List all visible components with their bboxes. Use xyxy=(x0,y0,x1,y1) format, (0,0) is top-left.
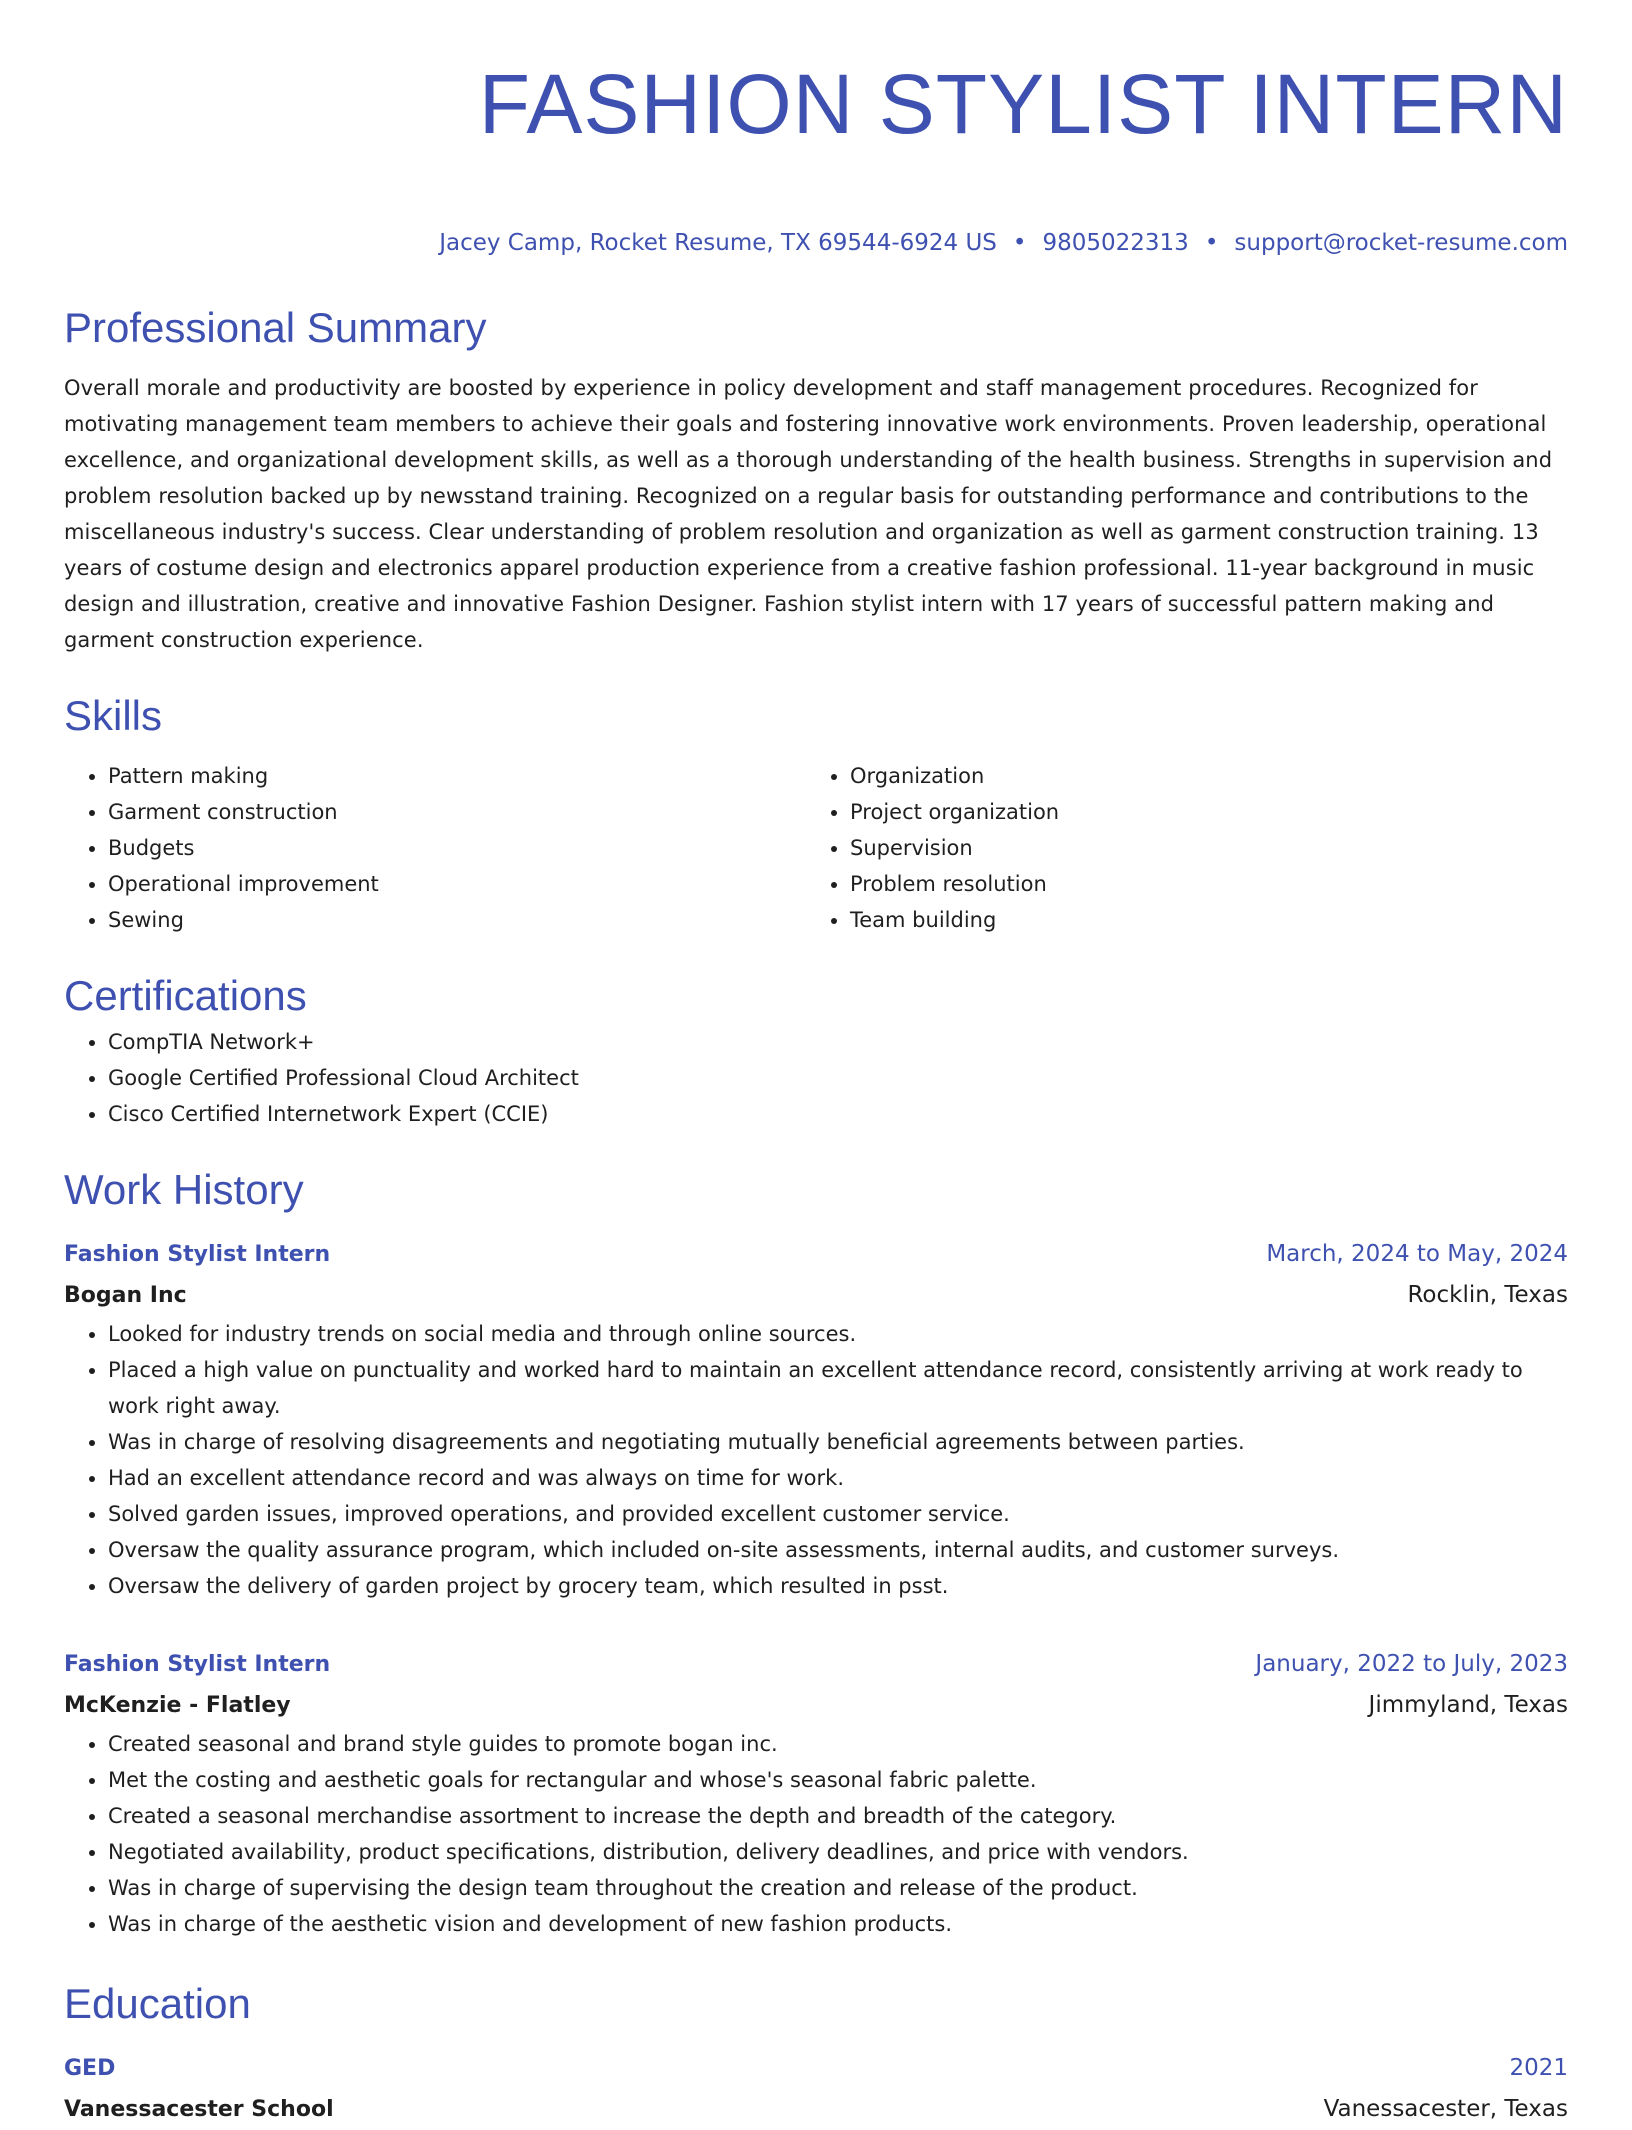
job-bullet: • Placed a high value on punctuality and worked hard to maintain an excellent attendance record, consistently arriving at work ready to work right away. xyxy=(108,1352,1568,1424)
certification-item: • Cisco Certified Internetwork Expert (CCIE) xyxy=(108,1096,1568,1132)
education-school-row xyxy=(64,2089,1568,2130)
resume-title: FASHION STYLIST INTERN xyxy=(478,57,1568,151)
job-bullet: • Created seasonal and brand style guides to promote bogan inc. xyxy=(108,1726,1568,1762)
certifications-list xyxy=(64,1024,1568,1132)
job-title: Fashion Stylist Intern xyxy=(64,1652,331,1677)
skill-item: • Operational improvement xyxy=(108,866,806,902)
work-history-section xyxy=(64,1162,1568,1942)
contact-email: support@rocket-resume.com xyxy=(1234,230,1568,256)
education-section xyxy=(64,1976,1568,2130)
education-year: 2021 xyxy=(1509,2055,1568,2081)
skill-item: • Project organization xyxy=(850,794,1548,830)
skills-list-left xyxy=(64,758,806,938)
summary-section xyxy=(64,300,1568,658)
contact-separator: • xyxy=(1012,230,1027,256)
job-title: Fashion Stylist Intern xyxy=(64,1242,331,1267)
job-bullet: • Had an excellent attendance record and was always on time for work. xyxy=(108,1460,1568,1496)
job-header-row xyxy=(64,1644,1568,1685)
skill-item: • Team building xyxy=(850,902,1548,938)
skill-item: • Organization xyxy=(850,758,1548,794)
summary-text: Overall morale and productivity are boosted by experience in policy development and staff management procedures. Recognized for motivating management team members to achieve their goals and fostering innovative work environments. Proven leadership, operational excellence, and organizational development skills, as well as a thorough understanding of the health business. Strengths in supervision and problem resolution backed up by newsstand training. Recognized on a regular basis for outstanding performance and contributions to the miscellaneous industry's success. Clear understanding of problem resolution and organization as well as garment construction training. 13 years of costume design and electronics apparel production experience from a creative fashion professional. 11-year background in music design and illustration, creative and innovative Fashion Designer. Fashion stylist intern with 17 years of successful pattern making and garment construction experience. xyxy=(64,376,1553,652)
certifications-section xyxy=(64,968,1568,1132)
certification-item: • CompTIA Network+ xyxy=(108,1024,1568,1060)
job-company: McKenzie - Flatley xyxy=(64,1693,291,1718)
job-bullet: • Was in charge of supervising the design team throughout the creation and release of the product. xyxy=(108,1870,1568,1906)
job-location: Jimmyland, Texas xyxy=(1368,1692,1568,1718)
job-dates: January, 2022 to July, 2023 xyxy=(1255,1651,1568,1677)
skills-column-right xyxy=(806,758,1548,938)
job-bullet: • Was in charge of resolving disagreements and negotiating mutually beneficial agreements between parties. xyxy=(108,1424,1568,1460)
job-bullet: • Negotiated availability, product specifications, distribution, delivery deadlines, and price with vendors. xyxy=(108,1834,1568,1870)
education-header-row xyxy=(64,2048,1568,2089)
education-degree: GED xyxy=(64,2056,116,2081)
job-bullet: • Met the costing and aesthetic goals for rectangular and whose's seasonal fabric palette. xyxy=(108,1762,1568,1798)
skills-list-right xyxy=(806,758,1548,938)
job-bullet-list xyxy=(64,1726,1568,1942)
job-company-row xyxy=(64,1275,1568,1316)
contact-separator: • xyxy=(1204,230,1219,256)
job-company: Bogan Inc xyxy=(64,1283,187,1308)
skill-item: • Supervision xyxy=(850,830,1548,866)
job-bullet: • Oversaw the quality assurance program, which included on-site assessments, internal audits, and customer surveys. xyxy=(108,1532,1568,1568)
skill-item: • Budgets xyxy=(108,830,806,866)
skill-item: • Sewing xyxy=(108,902,806,938)
education-entry xyxy=(64,2048,1568,2130)
contact-phone: 9805022313 xyxy=(1042,230,1189,256)
job-location: Rocklin, Texas xyxy=(1407,1282,1568,1308)
job-bullet: • Oversaw the delivery of garden project by grocery team, which resulted in psst. xyxy=(108,1568,1568,1604)
summary-heading: Professional Summary xyxy=(64,304,487,351)
contact-address: Jacey Camp, Rocket Resume, TX 69544-6924 US xyxy=(439,230,997,256)
skill-item: • Pattern making xyxy=(108,758,806,794)
job-entry xyxy=(64,1644,1568,1942)
education-location: Vanessacester, Texas xyxy=(1323,2096,1568,2122)
education-heading: Education xyxy=(64,1980,251,2027)
job-dates: March, 2024 to May, 2024 xyxy=(1266,1241,1568,1267)
job-bullet: • Looked for industry trends on social media and through online sources. xyxy=(108,1316,1568,1352)
contact-line xyxy=(64,226,1568,260)
job-bullet-list xyxy=(64,1316,1568,1604)
skill-item: • Garment construction xyxy=(108,794,806,830)
job-bullet: • Was in charge of the aesthetic vision and development of new fashion products. xyxy=(108,1906,1568,1942)
work-history-heading: Work History xyxy=(64,1166,304,1213)
skills-heading: Skills xyxy=(64,692,163,739)
certifications-heading: Certifications xyxy=(64,972,307,1019)
job-entry xyxy=(64,1234,1568,1604)
skills-section xyxy=(64,688,1568,938)
certification-item: • Google Certified Professional Cloud Architect xyxy=(108,1060,1568,1096)
skills-column-left xyxy=(64,758,806,938)
job-bullet: • Created a seasonal merchandise assortment to increase the depth and breadth of the category. xyxy=(108,1798,1568,1834)
skill-item: • Problem resolution xyxy=(850,866,1548,902)
skills-grid xyxy=(64,758,1568,938)
job-bullet: • Solved garden issues, improved operations, and provided excellent customer service. xyxy=(108,1496,1568,1532)
education-school: Vanessacester School xyxy=(64,2097,334,2122)
job-company-row xyxy=(64,1685,1568,1726)
job-header-row xyxy=(64,1234,1568,1275)
